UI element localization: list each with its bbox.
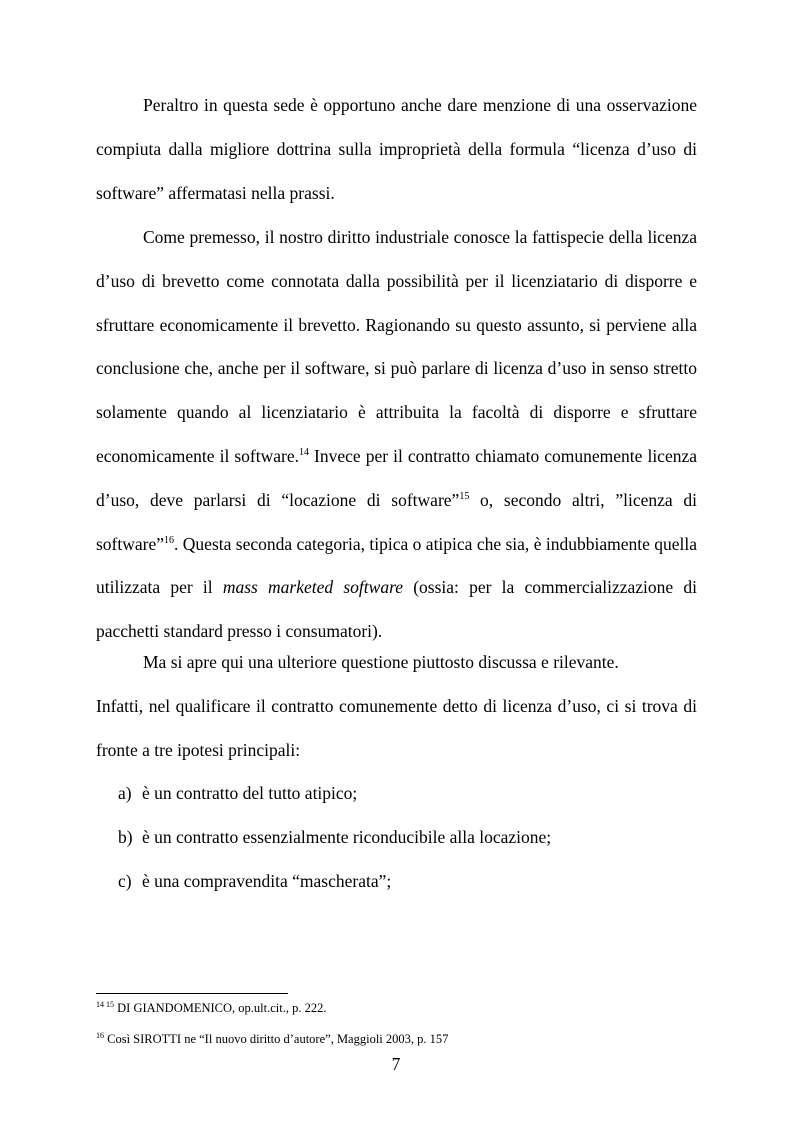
list-marker: b) (118, 826, 133, 847)
paragraph-text: . Questa seconda categoria, tipica o atipica che sia, è indubbiamente quella utilizzata per il (96, 533, 697, 598)
footnote-number: 14 15 (96, 1000, 114, 1009)
footnote-ref-14: 14 (298, 446, 309, 458)
paragraph-improprieta: Peraltro in questa sede è opportuno anche dare menzione di una osservazione compiuta dalla migliore dottrina sulla improprietà della formula “licenza d’uso di software” affermatasi nella prassi. (96, 95, 697, 203)
paragraph-text: Invece per il contratto chiamato comunemente licenza d’uso, deve parlarsi di “locazione di software” (96, 445, 697, 510)
list-item (118, 772, 551, 816)
paragraph-text: o, secondo altri, ”licenza di software” (96, 489, 697, 554)
footnote-ref-15: 15 (459, 490, 470, 502)
list-item-text: è una compravendita “mascherata”; (142, 870, 392, 891)
list-item (118, 816, 551, 860)
list-item-text: è un contratto del tutto atipico; (142, 783, 358, 803)
footnote-number: 16 (96, 1031, 104, 1040)
footnote-14-15 (96, 1000, 326, 1016)
footnote-text: DI GIANDOMENICO, op.ult.cit., p. 222. (114, 1001, 327, 1015)
hypotheses-list (118, 772, 551, 903)
footnote-16 (96, 1031, 448, 1047)
list-item-text: è un contratto essenzialmente riconducibile alla locazione; (142, 826, 552, 847)
page-number: 7 (391, 1054, 401, 1074)
footnote-ref-16: 16 (164, 534, 175, 546)
list-marker: a) (118, 783, 132, 803)
list-item (118, 860, 551, 904)
paragraph-text: (ossia: per la commercializzazione di pacchetti standard presso i consumatori). (96, 577, 697, 642)
paragraph-questione: Ma si apre qui una ulteriore questione piuttosto discussa e rilevante. (143, 652, 619, 672)
footnote-text: Così SIROTTI ne “Il nuovo diritto d’autore”, Maggioli 2003, p. 157 (104, 1032, 449, 1046)
paragraph-text: Come premesso, il nostro diritto industriale conosce la fattispecie della licenza d’uso di brevetto come connotata dalla possibilità per il licenziatario di disporre e sfruttare economicamente il brevetto. Ragionando su questo assunto, si perviene alla conclusione che, anche per il software, si può parlare di licenza d’uso in senso stretto solamente quando al licenziatario è attribuita la facoltà di disporre e sfruttare economicamente il software. (96, 227, 697, 466)
paragraph-licenza-uso (96, 216, 697, 654)
list-marker: c) (118, 870, 132, 891)
emphasized-term: mass marketed software (222, 577, 404, 598)
paragraph-ipotesi: Infatti, nel qualificare il contratto comunemente detto di licenza d’uso, ci si trova di fronte a tre ipotesi principali: (96, 696, 697, 760)
footnote-separator (96, 993, 288, 994)
